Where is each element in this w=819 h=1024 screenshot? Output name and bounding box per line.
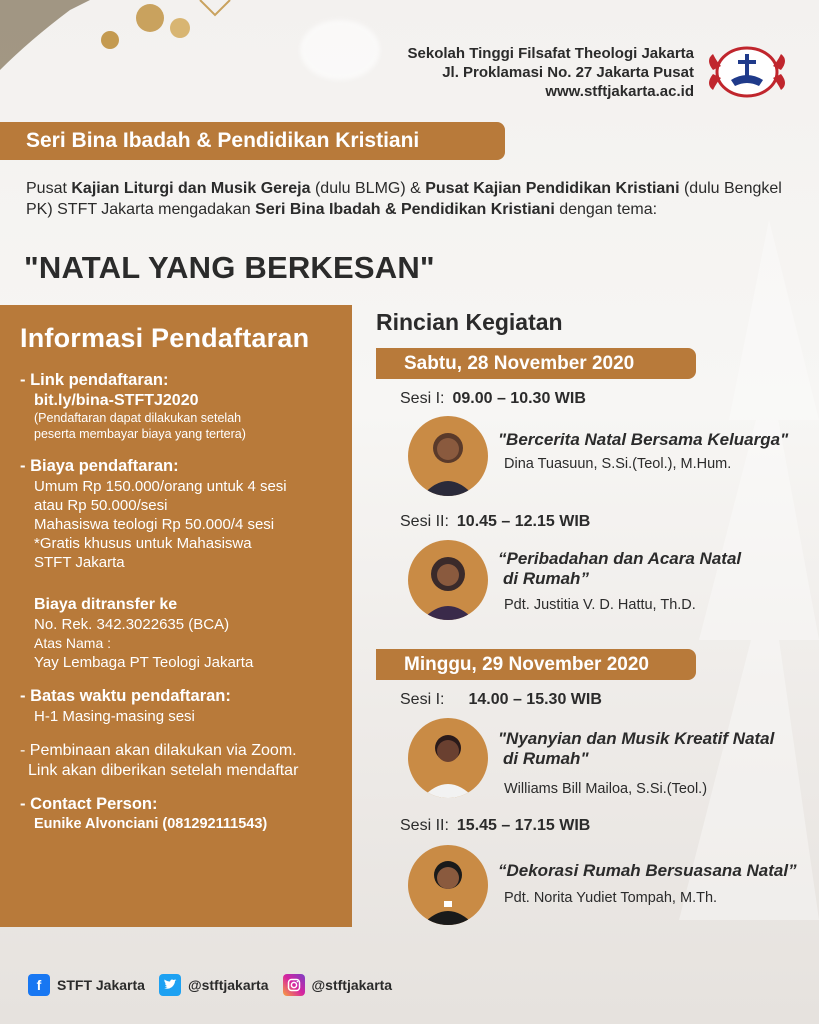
stft-logo — [703, 40, 791, 104]
institution-name: Sekolah Tinggi Filsafat Theologi Jakarta — [407, 45, 694, 62]
session-2-speaker: Pdt. Justitia V. D. Hattu, Th.D. — [504, 597, 696, 613]
contact-block: - Contact Person: Eunike Alvonciani (081292111543) — [20, 795, 268, 832]
registration-link-block: - Link pendaftaran: bit.ly/bina-STFTJ2020 (Pendaftaran dapat dilakukan setelah peserta membayar biaya yang tertera) — [20, 370, 352, 442]
twitter-icon — [159, 974, 181, 996]
session-3-speaker: Williams Bill Mailoa, S.Si.(Teol.) — [504, 781, 708, 797]
instagram-icon — [283, 974, 305, 996]
ornament-decoration — [0, 0, 240, 90]
speaker-3-avatar — [408, 718, 488, 798]
facebook-icon: f — [28, 974, 50, 996]
session-3-title: "Nyanyian dan Musik Kreatif Natal di Rumah" — [498, 729, 775, 768]
session-1-time: Sesi I: 09.00 – 10.30 WIB — [400, 390, 586, 407]
speaker-4-avatar — [408, 845, 488, 925]
institution-address: Jl. Proklamasi No. 27 Jakarta Pusat — [442, 64, 694, 81]
transfer-block: Biaya ditransfer ke No. Rek. 342.3022635 (BCA) Atas Nama : Yay Lembaga PT Teologi Jakarta — [34, 596, 254, 671]
registration-info-panel — [0, 305, 352, 927]
speaker-2-avatar — [408, 540, 488, 620]
session-2-title: “Peribadahan dan Acara Natal di Rumah” — [498, 549, 742, 588]
session-3-time: Sesi I: 14.00 – 15.30 WIB — [400, 691, 602, 708]
zoom-block: - Pembinaan akan dilakukan via Zoom. Link akan diberikan setelah mendaftar — [20, 742, 299, 779]
day1-bar: Sabtu, 28 November 2020 — [376, 348, 696, 379]
facebook-link[interactable]: f STFT Jakarta — [28, 974, 145, 996]
instagram-link[interactable]: @stftjakarta — [283, 974, 393, 996]
fee-block: - Biaya pendaftaran: Umum Rp 150.000/orang untuk 4 sesi atau Rp 50.000/sesi Mahasiswa teologi Rp 50.000/4 sesi *Gratis khusus untuk Mahasiswa STFT Jakarta — [20, 457, 287, 571]
institution-website[interactable]: www.stftjakarta.ac.id — [545, 83, 694, 100]
social-footer — [28, 974, 406, 996]
registration-link[interactable]: bit.ly/bina-STFTJ2020 — [34, 392, 199, 409]
registration-info-title: Informasi Pendaftaran — [20, 323, 310, 353]
event-theme: "NATAL YANG BERKESAN" — [24, 250, 435, 285]
speaker-1-avatar — [408, 416, 488, 496]
session-1-speaker: Dina Tuasuun, S.Si.(Teol.), M.Hum. — [504, 456, 732, 472]
intro-text: Pusat Kajian Liturgi dan Musik Gereja (dulu BLMG) & Pusat Kajian Pendidikan Kristiani (dulu Bengkel PK) STFT Jakarta mengadakan Seri Bina Ibadah & Pendidikan Kristiani dengan tema: — [26, 180, 782, 218]
institution-header — [408, 44, 694, 101]
twitter-link[interactable]: @stftjakarta — [159, 974, 269, 996]
deadline-block: - Batas waktu pendaftaran: H-1 Masing-masing sesi — [20, 687, 231, 725]
session-1-title: "Bercerita Natal Bersama Keluarga" — [498, 430, 789, 449]
schedule-title: Rincian Kegiatan — [376, 309, 563, 335]
session-4-time: Sesi II: 15.45 – 17.15 WIB — [400, 817, 591, 834]
series-banner: Seri Bina Ibadah & Pendidikan Kristiani — [0, 122, 505, 160]
session-4-speaker: Pdt. Norita Yudiet Tompah, M.Th. — [504, 890, 718, 906]
day2-bar: Minggu, 29 November 2020 — [376, 649, 696, 680]
session-4-title: “Dekorasi Rumah Bersuasana Natal” — [498, 861, 797, 880]
session-2-time: Sesi II: 10.45 – 12.15 WIB — [400, 513, 591, 530]
